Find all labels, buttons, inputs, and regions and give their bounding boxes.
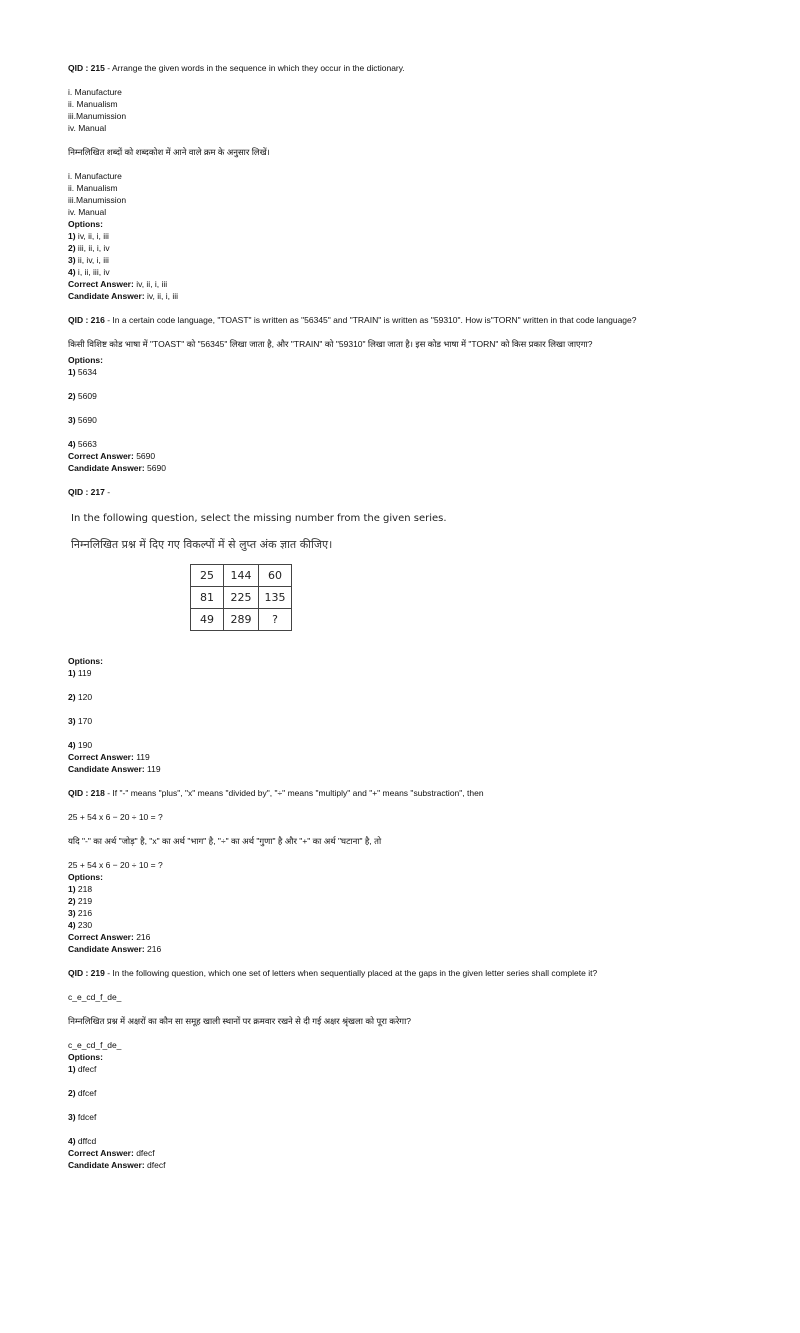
option-item: 3) 5690 — [68, 415, 97, 425]
expression: 25 + 54 x 6 − 20 ÷ 10 = ? — [68, 860, 163, 870]
option-item: 2) dfcef — [68, 1088, 97, 1098]
word-item: i. Manufacture — [68, 87, 122, 97]
question-text: QID : 215 - Arrange the given words in the sequence in which they occur in the dictionary. — [68, 63, 405, 73]
candidate-answer: Candidate Answer: 216 — [68, 944, 162, 954]
word-item: iv. Manual — [68, 207, 107, 217]
correct-answer: Correct Answer: iv, ii, i, iii — [68, 279, 168, 289]
option-item: 3) 170 — [68, 716, 93, 726]
option-item: 4) 5663 — [68, 439, 97, 449]
option-item: 4) i, ii, iii, iv — [68, 267, 110, 277]
qid-label: QID : 218 — [68, 788, 105, 798]
option-item: 1) iv, ii, i, iii — [68, 231, 109, 241]
grid-cell: 49 — [191, 609, 224, 631]
grid-cell: ? — [259, 609, 292, 631]
letter-series: c_e_cd_f_de_ — [68, 1040, 122, 1050]
grid-cell: 135 — [259, 587, 292, 609]
candidate-answer: Candidate Answer: 119 — [68, 764, 161, 774]
correct-answer: Correct Answer: 216 — [68, 932, 151, 942]
number-grid — [190, 564, 292, 631]
question-text-hindi: यदि "-" का अर्थ "जोड़" है, "x" का अर्थ "भाग" है, "÷" का अर्थ "गुणा" है और "+" का अर्थ "घटाना" है, तो — [68, 836, 382, 846]
grid-row — [191, 609, 292, 631]
options-label: Options: — [68, 1052, 103, 1062]
option-item: 4) dffcd — [68, 1136, 97, 1146]
option-item: 1) 218 — [68, 884, 93, 894]
question-text-hindi: निम्नलिखित शब्दों को शब्दकोश में आने वाले क्रम के अनुसार लिखें। — [68, 147, 270, 157]
question-paper — [68, 62, 768, 1171]
grid-cell: 60 — [259, 565, 292, 587]
expression: 25 + 54 x 6 − 20 ÷ 10 = ? — [68, 812, 163, 822]
candidate-answer: Candidate Answer: 5690 — [68, 463, 166, 473]
correct-answer: Correct Answer: 119 — [68, 752, 150, 762]
options-label: Options: — [68, 219, 103, 229]
qid-label: QID : 219 — [68, 968, 105, 978]
correct-answer: Correct Answer: 5690 — [68, 451, 156, 461]
option-item: 2) 120 — [68, 692, 93, 702]
qid-label: QID : 215 — [68, 63, 105, 73]
question-text-hindi: किसी विशिष्ट कोड भाषा में "TOAST" को "56345" लिखा जाता है, और "TRAIN" को "59310" लिखा जाता है। इस कोड भाषा में "TORN" को किस प्रकार लिखा जाएगा? — [68, 339, 593, 349]
word-item: iv. Manual — [68, 123, 107, 133]
question-text-hindi: निम्नलिखित प्रश्न में दिए गए विकल्पों में से लुप्त अंक ज्ञात कीजिए। — [71, 538, 333, 551]
word-item: i. Manufacture — [68, 171, 122, 181]
question-text: QID : 218 - If "-" means "plus", "x" means "divided by", "÷" means "multiply" and "+" means "substraction", then — [68, 788, 484, 798]
word-item: iii.Manumission — [68, 111, 127, 121]
question-text: QID : 219 - In the following question, which one set of letters when sequentially placed at the gaps in the given letter series shall complete it? — [68, 968, 598, 978]
question-text-hindi: निम्नलिखित प्रश्न में अक्षरों का कौन सा समूह खाली स्थानों पर क्रमवार रखने से दी गई अक्षर श्रृंखला को पूरा करेगा? — [68, 1016, 412, 1026]
word-item: ii. Manualism — [68, 183, 118, 193]
question-215 — [68, 62, 768, 302]
option-item: 3) ii, iv, i, iii — [68, 255, 109, 265]
options-label: Options: — [68, 656, 103, 666]
option-item: 1) dfecf — [68, 1064, 97, 1074]
letter-series: c_e_cd_f_de_ — [68, 992, 122, 1002]
question-header: QID : 217 - — [68, 487, 111, 497]
candidate-answer: Candidate Answer: iv, ii, i, iii — [68, 291, 179, 301]
question-text: In the following question, select the missing number from the given series. — [71, 513, 447, 524]
question-216 — [68, 314, 768, 474]
candidate-answer: Candidate Answer: dfecf — [68, 1160, 166, 1170]
question-218 — [68, 787, 768, 955]
grid-cell: 144 — [224, 565, 259, 587]
word-item: ii. Manualism — [68, 99, 118, 109]
grid-cell: 25 — [191, 565, 224, 587]
option-item: 3) fdcef — [68, 1112, 97, 1122]
question-text: QID : 216 - In a certain code language, "TOAST" is written as "56345" and "TRAIN" is written as "59310". How is"TORN" written in that code language? — [68, 315, 637, 325]
grid-cell: 225 — [224, 587, 259, 609]
question-219 — [68, 967, 768, 1171]
word-item: iii.Manumission — [68, 195, 127, 205]
options-label: Options: — [68, 355, 103, 365]
option-item: 1) 119 — [68, 668, 92, 678]
option-item: 2) iii, ii, i, iv — [68, 243, 110, 253]
option-item: 1) 5634 — [68, 367, 97, 377]
qid-label: QID : 216 — [68, 315, 105, 325]
question-217 — [68, 486, 768, 775]
grid-cell: 81 — [191, 587, 224, 609]
option-item: 4) 190 — [68, 740, 93, 750]
option-item: 2) 5609 — [68, 391, 97, 401]
option-item: 2) 219 — [68, 896, 93, 906]
grid-row — [191, 565, 292, 587]
correct-answer: Correct Answer: dfecf — [68, 1148, 155, 1158]
option-item: 3) 216 — [68, 908, 93, 918]
option-item: 4) 230 — [68, 920, 93, 930]
qid-label: QID : 217 — [68, 487, 105, 497]
options-label: Options: — [68, 872, 103, 882]
grid-cell: 289 — [224, 609, 259, 631]
grid-row — [191, 587, 292, 609]
